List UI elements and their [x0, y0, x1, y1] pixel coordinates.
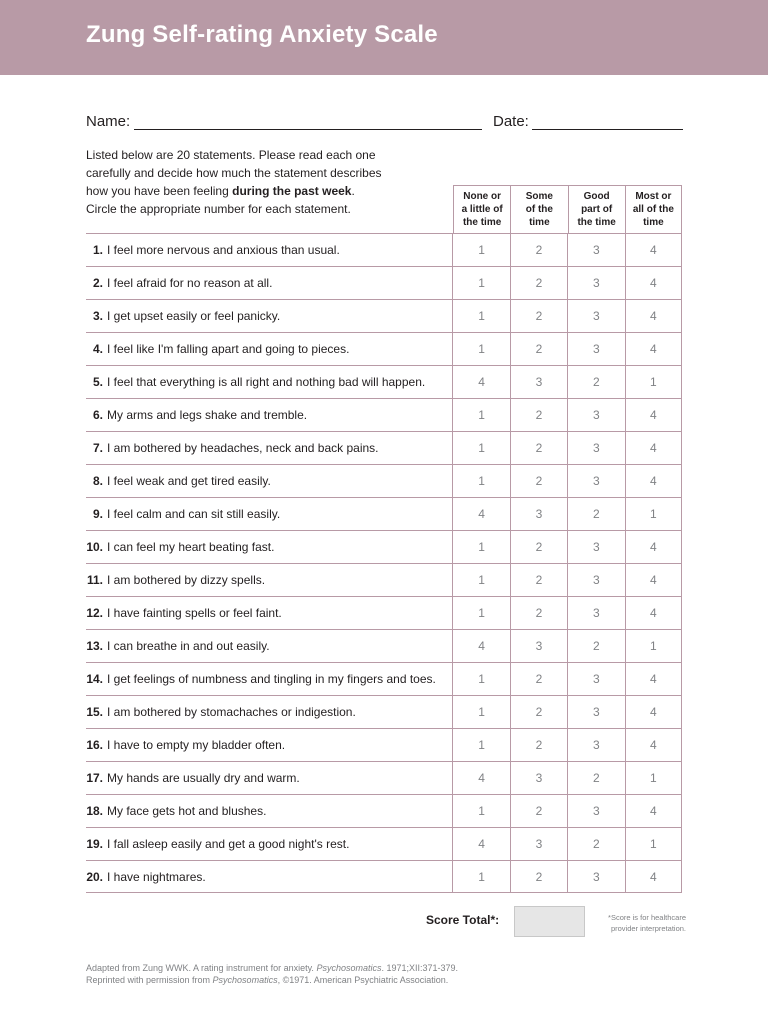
column-header: Some of the time [510, 185, 567, 233]
score-total-label: Score Total*: [426, 913, 500, 927]
statement-number: 20. [86, 869, 103, 884]
score-option[interactable]: 4 [452, 762, 509, 794]
score-option[interactable]: 3 [567, 597, 624, 629]
statement-number: 9. [92, 507, 103, 521]
table-row [86, 497, 682, 530]
score-option[interactable]: 3 [567, 399, 624, 431]
score-option[interactable]: 4 [625, 399, 682, 431]
score-option[interactable]: 4 [625, 267, 682, 299]
table-row [86, 761, 682, 794]
statement [86, 465, 452, 497]
statement [86, 663, 452, 695]
score-option[interactable]: 1 [452, 729, 509, 761]
score-option[interactable]: 2 [510, 465, 567, 497]
score-option[interactable]: 4 [625, 564, 682, 596]
score-option[interactable]: 3 [510, 366, 567, 398]
score-option[interactable]: 4 [452, 630, 509, 662]
statement-number: 10. [86, 540, 103, 554]
statement-text: My hands are usually dry and warm. [107, 771, 300, 785]
table-row [86, 563, 682, 596]
score-option[interactable]: 4 [625, 696, 682, 728]
statement [86, 267, 452, 299]
statement [86, 597, 452, 629]
statement-text: I have fainting spells or feel faint. [107, 606, 282, 620]
statement [86, 696, 452, 728]
column-header: Most or all of the time [625, 185, 682, 233]
score-option[interactable]: 4 [625, 663, 682, 695]
statement-number: 5. [92, 375, 103, 389]
instructions-line: carefully and decide how much the statement describes [86, 166, 382, 180]
score-option[interactable]: 4 [625, 333, 682, 365]
table-row [86, 398, 682, 431]
score-option[interactable]: 1 [452, 432, 509, 464]
score-option[interactable]: 3 [567, 300, 624, 332]
statement-text: I feel like I'm falling apart and going to pieces. [107, 342, 350, 356]
statement-text: I feel calm and can sit still easily. [107, 507, 281, 521]
statement-number: 7. [92, 441, 103, 455]
score-option[interactable]: 4 [625, 465, 682, 497]
table-row [86, 860, 682, 893]
instructions-line: how you have been feeling during the past week. [86, 184, 355, 198]
statement-number: 16. [86, 738, 103, 752]
statement-text: I feel weak and get tired easily. [107, 474, 271, 488]
statement-text: I can breathe in and out easily. [107, 639, 270, 653]
date-field[interactable] [532, 129, 683, 130]
score-option[interactable]: 1 [625, 762, 682, 794]
score-option[interactable]: 3 [567, 663, 624, 695]
statement [86, 300, 452, 332]
statement [86, 531, 452, 563]
score-option[interactable]: 4 [452, 498, 509, 530]
statement [86, 861, 452, 892]
table-row [86, 530, 682, 563]
score-option[interactable]: 4 [625, 300, 682, 332]
statement-text: I feel that everything is all right and nothing bad will happen. [107, 375, 426, 389]
score-option[interactable]: 1 [452, 564, 509, 596]
statement-table [86, 233, 682, 893]
statement [86, 630, 452, 662]
score-option[interactable]: 1 [452, 234, 509, 266]
statement [86, 762, 452, 794]
score-option[interactable]: 2 [510, 300, 567, 332]
score-option[interactable]: 2 [510, 729, 567, 761]
score-option[interactable]: 3 [567, 795, 624, 827]
score-option[interactable]: 3 [567, 267, 624, 299]
instructions [86, 146, 456, 218]
score-option[interactable]: 4 [452, 828, 509, 860]
score-option[interactable]: 4 [625, 597, 682, 629]
instructions-line: Listed below are 20 statements. Please read each one [86, 148, 376, 162]
column-header: Good part of the time [568, 185, 625, 233]
table-row [86, 365, 682, 398]
statement [86, 432, 452, 464]
statement-text: My face gets hot and blushes. [107, 804, 267, 818]
table-row [86, 827, 682, 860]
score-option[interactable]: 1 [625, 366, 682, 398]
response-column-headers [453, 185, 682, 233]
statement-text: I get upset easily or feel panicky. [107, 309, 281, 323]
table-row [86, 695, 682, 728]
score-option[interactable]: 1 [452, 861, 509, 892]
statement [86, 366, 452, 398]
statement-number: 11. [86, 573, 103, 587]
statement-number: 17. [86, 771, 103, 785]
score-option[interactable]: 2 [510, 663, 567, 695]
score-option[interactable]: 1 [452, 795, 509, 827]
score-option[interactable]: 2 [510, 795, 567, 827]
score-option[interactable]: 1 [452, 663, 509, 695]
score-option[interactable]: 1 [452, 696, 509, 728]
score-option[interactable]: 3 [510, 498, 567, 530]
table-row [86, 662, 682, 695]
score-option[interactable]: 2 [567, 828, 624, 860]
statement-text: I fall asleep easily and get a good night's rest. [107, 837, 350, 851]
score-option[interactable]: 2 [510, 861, 567, 892]
score-option[interactable]: 1 [452, 300, 509, 332]
score-option[interactable]: 4 [625, 861, 682, 892]
score-option[interactable]: 1 [452, 399, 509, 431]
score-option[interactable]: 2 [510, 696, 567, 728]
score-option[interactable]: 3 [567, 729, 624, 761]
score-note: *Score is for healthcare provider interpretation. [608, 913, 686, 933]
table-row [86, 266, 682, 299]
score-option[interactable]: 2 [510, 267, 567, 299]
table-row [86, 431, 682, 464]
page-title: Zung Self-rating Anxiety Scale [86, 21, 438, 48]
score-option[interactable]: 3 [510, 630, 567, 662]
score-option[interactable]: 1 [452, 597, 509, 629]
score-option[interactable]: 4 [625, 531, 682, 563]
score-option[interactable]: 3 [510, 828, 567, 860]
score-option[interactable]: 2 [510, 432, 567, 464]
score-option[interactable]: 2 [510, 564, 567, 596]
date-label: Date: [493, 113, 529, 130]
score-option[interactable]: 1 [452, 333, 509, 365]
name-field[interactable] [134, 129, 482, 130]
score-option[interactable]: 2 [567, 366, 624, 398]
score-option[interactable]: 3 [567, 432, 624, 464]
score-option[interactable]: 1 [452, 267, 509, 299]
score-option[interactable]: 1 [625, 630, 682, 662]
score-option[interactable]: 4 [625, 432, 682, 464]
score-option[interactable]: 2 [567, 630, 624, 662]
statement-number: 2. [92, 276, 103, 290]
citation-footer: Adapted from Zung WWK. A rating instrument for anxiety. Psychosomatics. 1971;XII:371-379. Reprinted with permission from Psychosomatics, ©1971. American Psychiatric Association. [86, 963, 459, 985]
table-row [86, 629, 682, 662]
statement-text: I have to empty my bladder often. [107, 738, 286, 752]
table-row [86, 596, 682, 629]
score-option[interactable]: 3 [567, 234, 624, 266]
table-row [86, 794, 682, 827]
score-option[interactable]: 2 [510, 531, 567, 563]
statement-text: I am bothered by dizzy spells. [107, 573, 266, 587]
score-option[interactable]: 3 [567, 861, 624, 892]
statement [86, 795, 452, 827]
score-option[interactable]: 3 [567, 333, 624, 365]
statement-text: I feel more nervous and anxious than usual. [107, 243, 340, 257]
statement-number: 3. [92, 309, 103, 323]
statement-text: I get feelings of numbness and tingling in my fingers and toes. [107, 672, 436, 686]
table-row [86, 332, 682, 365]
column-header: None or a little of the time [453, 185, 510, 233]
table-row [86, 728, 682, 761]
statement-number: 13. [86, 639, 103, 653]
score-option[interactable]: 2 [510, 597, 567, 629]
statement-number: 6. [92, 408, 103, 422]
statement-text: I am bothered by headaches, neck and back pains. [107, 441, 379, 455]
statement [86, 399, 452, 431]
statement-text: I have nightmares. [107, 869, 206, 884]
statement-number: 15. [86, 705, 103, 719]
score-option[interactable]: 3 [567, 696, 624, 728]
instructions-line: Circle the appropriate number for each statement. [86, 202, 351, 216]
score-option[interactable]: 1 [625, 498, 682, 530]
score-option[interactable]: 3 [510, 762, 567, 794]
score-option[interactable]: 1 [452, 531, 509, 563]
statement-number: 12. [86, 606, 103, 620]
statement-text: I can feel my heart beating fast. [107, 540, 275, 554]
statement [86, 564, 452, 596]
score-option[interactable]: 1 [452, 465, 509, 497]
statement-text: My arms and legs shake and tremble. [107, 408, 308, 422]
table-row [86, 464, 682, 497]
score-option[interactable]: 2 [510, 234, 567, 266]
score-option[interactable]: 2 [567, 762, 624, 794]
statement-number: 14. [86, 672, 103, 686]
statement [86, 498, 452, 530]
statement [86, 729, 452, 761]
statement [86, 333, 452, 365]
score-option[interactable]: 4 [625, 234, 682, 266]
table-row [86, 233, 682, 266]
statement-text: I am bothered by stomachaches or indigestion. [107, 705, 356, 719]
statement [86, 234, 452, 266]
statement-text: I feel afraid for no reason at all. [107, 276, 273, 290]
name-label: Name: [86, 113, 131, 130]
score-option[interactable]: 4 [625, 795, 682, 827]
statement-number: 8. [92, 474, 103, 488]
score-option[interactable]: 3 [567, 465, 624, 497]
score-option[interactable]: 4 [625, 729, 682, 761]
score-option[interactable]: 3 [567, 531, 624, 563]
table-row [86, 299, 682, 332]
score-option[interactable]: 3 [567, 564, 624, 596]
score-option[interactable]: 2 [567, 498, 624, 530]
statement-number: 1. [92, 243, 103, 257]
statement-number: 18. [86, 804, 103, 818]
score-option[interactable]: 2 [510, 399, 567, 431]
score-total-field[interactable] [514, 906, 585, 937]
score-option[interactable]: 1 [625, 828, 682, 860]
score-option[interactable]: 4 [452, 366, 509, 398]
statement-number: 19. [86, 837, 103, 851]
score-option[interactable]: 2 [510, 333, 567, 365]
statement-number: 4. [92, 342, 103, 356]
statement [86, 828, 452, 860]
